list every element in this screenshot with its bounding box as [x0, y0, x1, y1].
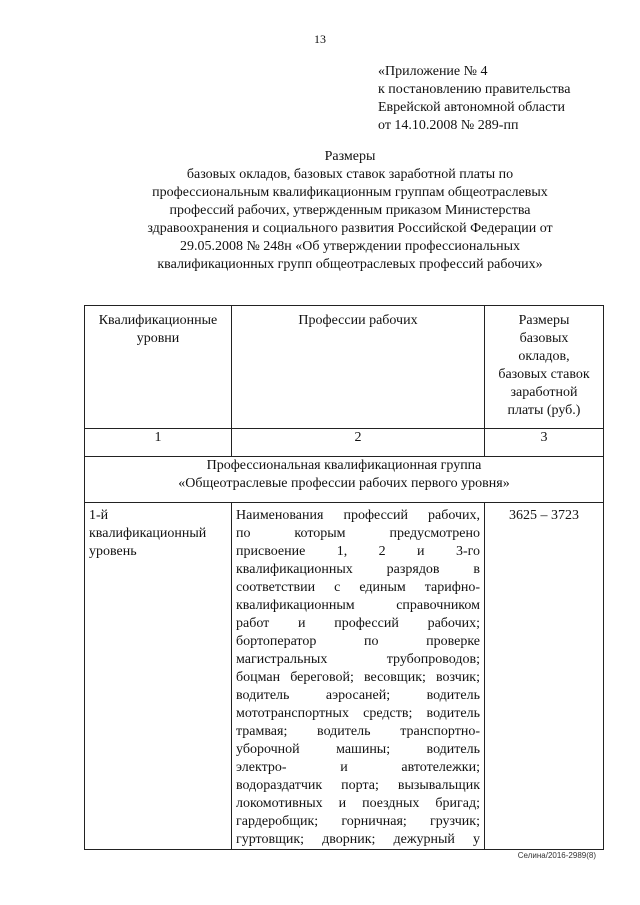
appendix-line: к постановлению правительства: [378, 82, 571, 97]
column-number: 1: [85, 429, 232, 457]
header-cell-levels: Квалификационные уровни: [85, 306, 232, 429]
document-footer-code: Селина/2016-2989(8): [517, 851, 596, 860]
heading-line: здравоохранения и социального развития Российской Федерации от: [147, 221, 553, 236]
group-title: Профессиональная квалификационная группа «Общеотраслевые профессии рабочих первого уровня»: [85, 457, 604, 503]
heading-line: базовых окладов, базовых ставок заработной платы по: [186, 167, 514, 182]
column-number-row: [85, 429, 604, 457]
group-title-row: [85, 457, 604, 503]
heading-title: Размеры: [324, 149, 376, 164]
header-cell-professions: Профессии рабочих: [232, 306, 485, 429]
heading-line: квалификационных групп общеотраслевых профессий рабочих»: [157, 257, 543, 272]
appendix-line: «Приложение № 4: [378, 64, 488, 79]
qualification-level: 1-й квалификационный уровень: [85, 503, 232, 850]
column-number: 3: [485, 429, 604, 457]
professions-list: Наименования профессий рабочих, по которым предусмотрено присвоение 1, 2 и 3-го квалификационных разрядов в соответствии с единым тарифно- квалификационным справочником работ и профессий рабочих; бортоператор по проверке магистральных трубопроводов; боцман береговой; весовщик; возчик; водитель аэросаней; водитель мототранспортных средств; водитель трамвая; водитель транспортно- уборочной машины; водитель электро- и автотележки; водораздатчик порта; вызывальщик локомотивных и поездных бригад; гардеробщик; горничная; грузчик; гуртовщик; дворник; дежурный у: [232, 503, 485, 850]
column-number: 2: [232, 429, 485, 457]
document-heading: [130, 148, 570, 274]
table-header-row: [85, 306, 604, 429]
salary-range: 3625 – 3723: [485, 503, 604, 850]
appendix-reference: [378, 63, 570, 135]
page-number: 13: [314, 32, 326, 46]
appendix-line: Еврейской автономной области: [378, 100, 565, 115]
salary-table: [84, 305, 604, 850]
heading-line: профессий рабочих, утвержденным приказом Министерства: [169, 203, 531, 218]
heading-line: 29.05.2008 № 248н «Об утверждении профессиональных: [179, 239, 521, 254]
heading-line: профессиональным квалификационным группам общеотраслевых: [152, 185, 548, 200]
appendix-line: от 14.10.2008 № 289-пп: [378, 118, 519, 133]
header-cell-salary: Размеры базовых окладов, базовых ставок заработной платы (руб.): [485, 306, 604, 429]
table-row: [85, 503, 604, 850]
